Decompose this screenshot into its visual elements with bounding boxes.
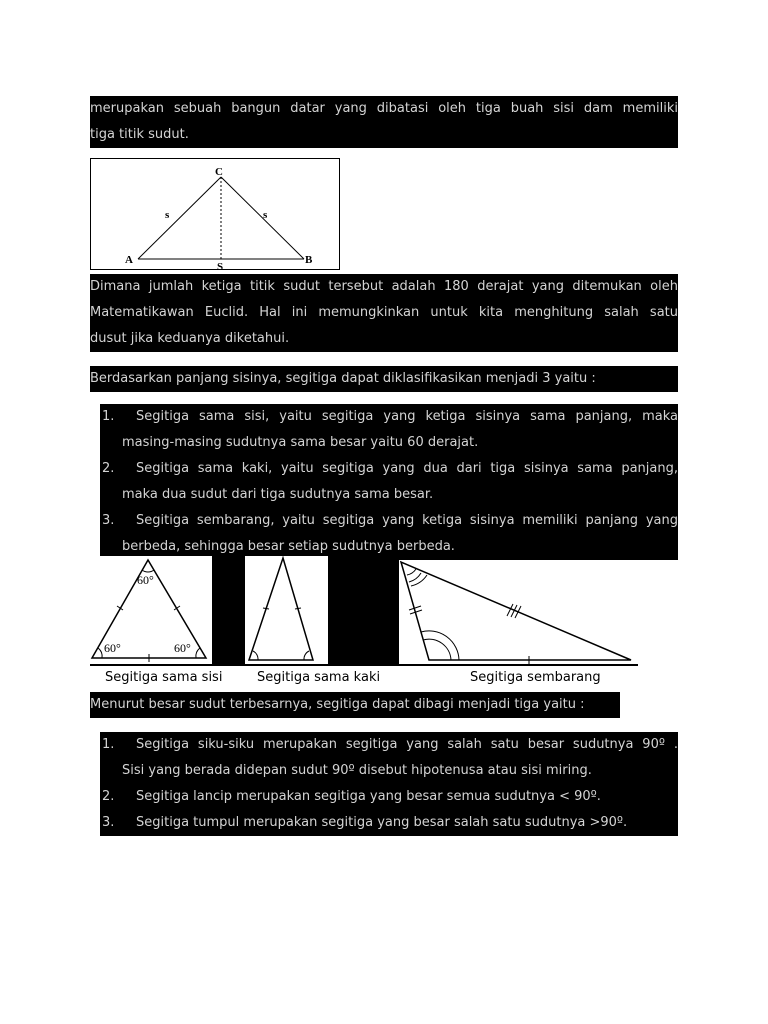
list-item-continuation bbox=[100, 430, 678, 456]
vertex-label-c: C bbox=[215, 166, 223, 178]
paragraph-intro-line-2: tiga titik sudut. bbox=[90, 127, 189, 142]
paragraph-euclid bbox=[90, 274, 678, 352]
side-label-right: s bbox=[263, 209, 268, 221]
paragraph-euclid-line-1: Dimana jumlah ketiga titik sudut tersebut adalah 180 derajat yang ditemukan oleh bbox=[90, 279, 678, 294]
caption-isosceles: Segitiga sama kaki bbox=[257, 670, 381, 685]
paragraph-classification-angles bbox=[90, 692, 620, 718]
vertex-label-a: A bbox=[125, 254, 133, 266]
list-item-number: 1. bbox=[102, 409, 115, 424]
isosceles-triangle-figure bbox=[245, 556, 328, 664]
paragraph-intro-line-1: merupakan sebuah bangun datar yang dibatasi oleh tiga buah sisi dam memiliki bbox=[90, 101, 678, 116]
list-item bbox=[100, 784, 678, 810]
list-item-text: Segitiga sembarang, yaitu segitiga yang ketiga sisinya memiliki panjang yang bbox=[136, 513, 678, 528]
caption-scalene: Segitiga sembarang bbox=[470, 670, 601, 685]
list-item bbox=[100, 732, 678, 758]
paragraph-intro bbox=[90, 96, 678, 148]
list-item-text: Segitiga siku-siku merupakan segitiga yang salah satu besar sudutnya 90º . bbox=[136, 737, 678, 752]
triangle-abc-svg bbox=[91, 159, 341, 271]
paragraph-euclid-line-2: Matematikawan Euclid. Hal ini memungkinkan untuk kita menghitung salah satu bbox=[90, 305, 678, 320]
angle-label-right: 60° bbox=[174, 641, 191, 655]
paragraph-classification-sides-text: Berdasarkan panjang sisinya, segitiga dapat diklasifikasikan menjadi 3 yaitu : bbox=[90, 371, 596, 386]
caption-equilateral: Segitiga sama sisi bbox=[105, 670, 223, 685]
list-item-number: 3. bbox=[102, 815, 115, 830]
list-item-text: Segitiga sama sisi, yaitu segitiga yang ketiga sisinya sama panjang, maka bbox=[136, 409, 678, 424]
vertex-label-b: B bbox=[305, 254, 313, 266]
paragraph-classification-angles-text: Menurut besar sudut terbesarnya, segitiga dapat dibagi menjadi tiga yaitu : bbox=[90, 697, 585, 712]
list-item-text: Segitiga lancip merupakan segitiga yang besar semua sudutnya < 90º. bbox=[136, 789, 601, 804]
angle-label-top: 60° bbox=[137, 573, 154, 587]
list-item-number: 2. bbox=[102, 461, 115, 476]
list-item-text: Segitiga sama kaki, yaitu segitiga yang dua dari tiga sisinya sama panjang, bbox=[136, 461, 678, 476]
list-item-continuation bbox=[100, 758, 678, 784]
triangle-abc-figure bbox=[90, 158, 340, 270]
list-item-text: masing-masing sudutnya sama besar yaitu 60 derajat. bbox=[122, 435, 479, 450]
paragraph-classification-sides bbox=[90, 366, 678, 392]
list-item-text: berbeda, sehingga besar setiap sudutnya berbeda. bbox=[122, 539, 455, 554]
list-item-continuation bbox=[100, 482, 678, 508]
list-item-text: Sisi yang berada didepan sudut 90º disebut hipotenusa atau sisi miring. bbox=[122, 763, 592, 778]
list-by-sides bbox=[100, 404, 678, 560]
list-by-angles bbox=[100, 732, 678, 836]
list-item-text: maka dua sudut dari tiga sudutnya sama besar. bbox=[122, 487, 434, 502]
scalene-triangle-figure bbox=[399, 560, 638, 664]
list-item-number: 3. bbox=[102, 513, 115, 528]
list-item-number: 1. bbox=[102, 737, 115, 752]
side-ac bbox=[138, 177, 221, 259]
scalene-triangle-svg bbox=[399, 560, 638, 664]
equilateral-triangle-svg bbox=[90, 556, 212, 664]
list-item-number: 2. bbox=[102, 789, 115, 804]
equilateral-triangle-figure bbox=[90, 556, 212, 664]
angle-label-left: 60° bbox=[104, 641, 121, 655]
list-item-text: Segitiga tumpul merupakan segitiga yang besar salah satu sudutnya >90º. bbox=[136, 815, 628, 830]
isosceles-triangle-svg bbox=[245, 556, 328, 664]
list-item bbox=[100, 404, 678, 430]
list-item bbox=[100, 456, 678, 482]
paragraph-euclid-line-3: dusut jika keduanya diketahui. bbox=[90, 331, 290, 346]
list-item bbox=[100, 508, 678, 534]
list-item bbox=[100, 810, 678, 836]
side-label-left: s bbox=[165, 209, 170, 221]
side-label-base: S bbox=[217, 261, 224, 271]
